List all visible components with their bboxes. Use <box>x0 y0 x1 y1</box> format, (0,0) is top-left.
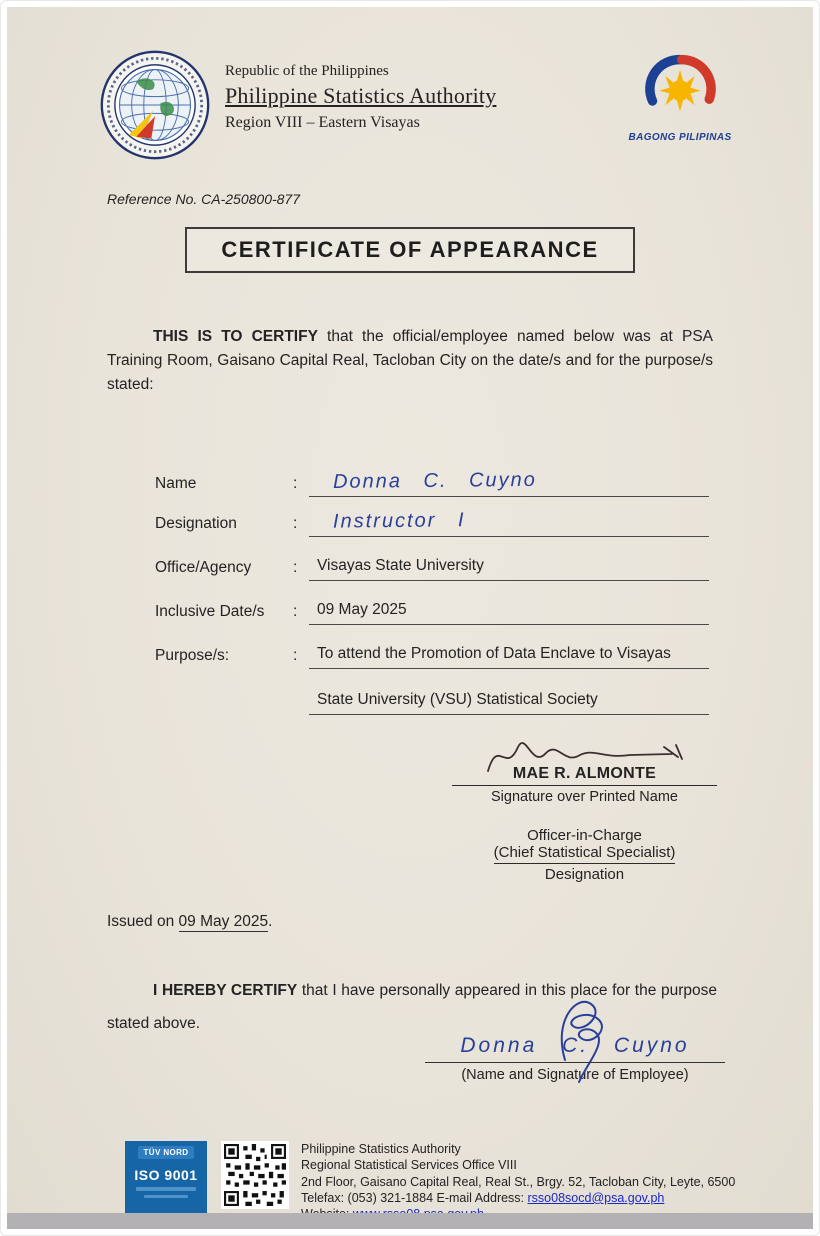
footer-telefax-line <box>301 1190 735 1206</box>
agency-name: Philippine Statistics Authority <box>225 83 497 108</box>
bagong-pilipinas-label: BAGONG PILIPINAS <box>628 132 732 143</box>
signatory-position: Officer-in-Charge <box>527 827 642 845</box>
dates-value: 09 May 2025 <box>309 601 709 625</box>
reference-number: Reference No. CA-250800-877 <box>107 191 301 207</box>
purpose-value-line1: To attend the Promotion of Data Enclave to Visayas <box>309 645 709 669</box>
footer-telefax-label: Telefax: (053) 321-1884 E-mail Address: <box>301 1190 528 1205</box>
colon: : <box>293 559 298 577</box>
region-line: Region VIII – Eastern Visayas <box>225 114 420 131</box>
name-label: Name <box>155 475 197 493</box>
employee-certify-paragraph <box>107 975 717 1040</box>
certificate-title: CERTIFICATE OF APPEARANCE <box>221 237 599 262</box>
issued-prefix: Issued on <box>107 913 179 931</box>
signatory-position-detail: (Chief Statistical Specialist) <box>494 844 676 864</box>
issued-date: 09 May 2025 <box>178 913 269 931</box>
field-row-designation <box>155 497 709 537</box>
colon: : <box>293 475 298 493</box>
purpose-label: Purpose/s: <box>155 647 230 665</box>
letterhead <box>7 7 813 161</box>
employee-certify-lead: I HEREBY CERTIFY <box>153 982 298 1000</box>
employee-name-handwritten: Donna C. Cuyno <box>425 1034 725 1063</box>
colon: : <box>293 603 298 621</box>
certify-lead: THIS IS TO CERTIFY <box>153 328 318 345</box>
office-value: Visayas State University <box>309 557 709 581</box>
republic-line: Republic of the Philippines <box>225 63 389 79</box>
field-row-dates <box>155 585 709 625</box>
field-row-name <box>155 457 709 497</box>
issued-suffix: . <box>268 913 273 931</box>
fields-section <box>155 457 709 715</box>
designation-label: Designation <box>155 515 237 533</box>
signatory-designation-caption: Designation <box>544 866 625 884</box>
certify-paragraph <box>107 325 713 397</box>
dates-label: Inclusive Date/s <box>155 603 265 621</box>
designation-value-handwritten: Instructor I <box>332 509 466 533</box>
scan-edge-shadow <box>7 1213 813 1229</box>
footer-org: Philippine Statistics Authority <box>301 1142 461 1157</box>
field-row-purpose-cont <box>155 675 709 715</box>
footer-office: Regional Statistical Services Office VIII <box>301 1158 517 1173</box>
field-row-purpose <box>155 629 709 669</box>
footer-address: 2nd Floor, Gaisano Capital Real, Real St., Brgy. 52, Tacloban City, Leyte, 6500 <box>301 1174 736 1189</box>
certificate-title-box <box>185 227 634 273</box>
colon: : <box>293 515 298 533</box>
footer-email-link[interactable]: rsso08socd@psa.gov.ph <box>527 1190 665 1205</box>
certify-text: that the official/employee named below was at PSA Training Room, Gaisano Capital Real, Tacloban City on the date/s and for the purpose/s stated: <box>107 328 713 394</box>
field-row-office <box>155 541 709 581</box>
colon: : <box>293 647 298 665</box>
iso-certification-badge <box>125 1141 207 1213</box>
bagong-pilipinas-logo <box>637 51 723 125</box>
employee-signature-block <box>425 1034 725 1083</box>
psa-seal-logo <box>99 49 211 161</box>
qr-code <box>221 1141 289 1209</box>
certificate-page <box>7 7 813 1229</box>
footer <box>125 1141 813 1222</box>
employee-certify-text: that I have personally appeared in this place for the purpose stated above. <box>107 982 717 1032</box>
signatory-name: MAE R. ALMONTE <box>452 765 717 786</box>
issued-line <box>107 913 813 931</box>
footer-contact-block <box>301 1141 735 1222</box>
iso-9001-label: ISO 9001 <box>134 1167 198 1184</box>
signatory-block <box>452 731 717 883</box>
office-label: Office/Agency <box>155 559 252 577</box>
tuv-nord-label: TÜV NORD <box>138 1146 195 1159</box>
employee-signature-caption: (Name and Signature of Employee) <box>461 1067 689 1084</box>
signatory-caption: Signature over Printed Name <box>491 789 678 806</box>
name-value-handwritten: Donna C. Cuyno <box>332 468 537 494</box>
purpose-value-line2: State University (VSU) Statistical Society <box>309 691 709 715</box>
